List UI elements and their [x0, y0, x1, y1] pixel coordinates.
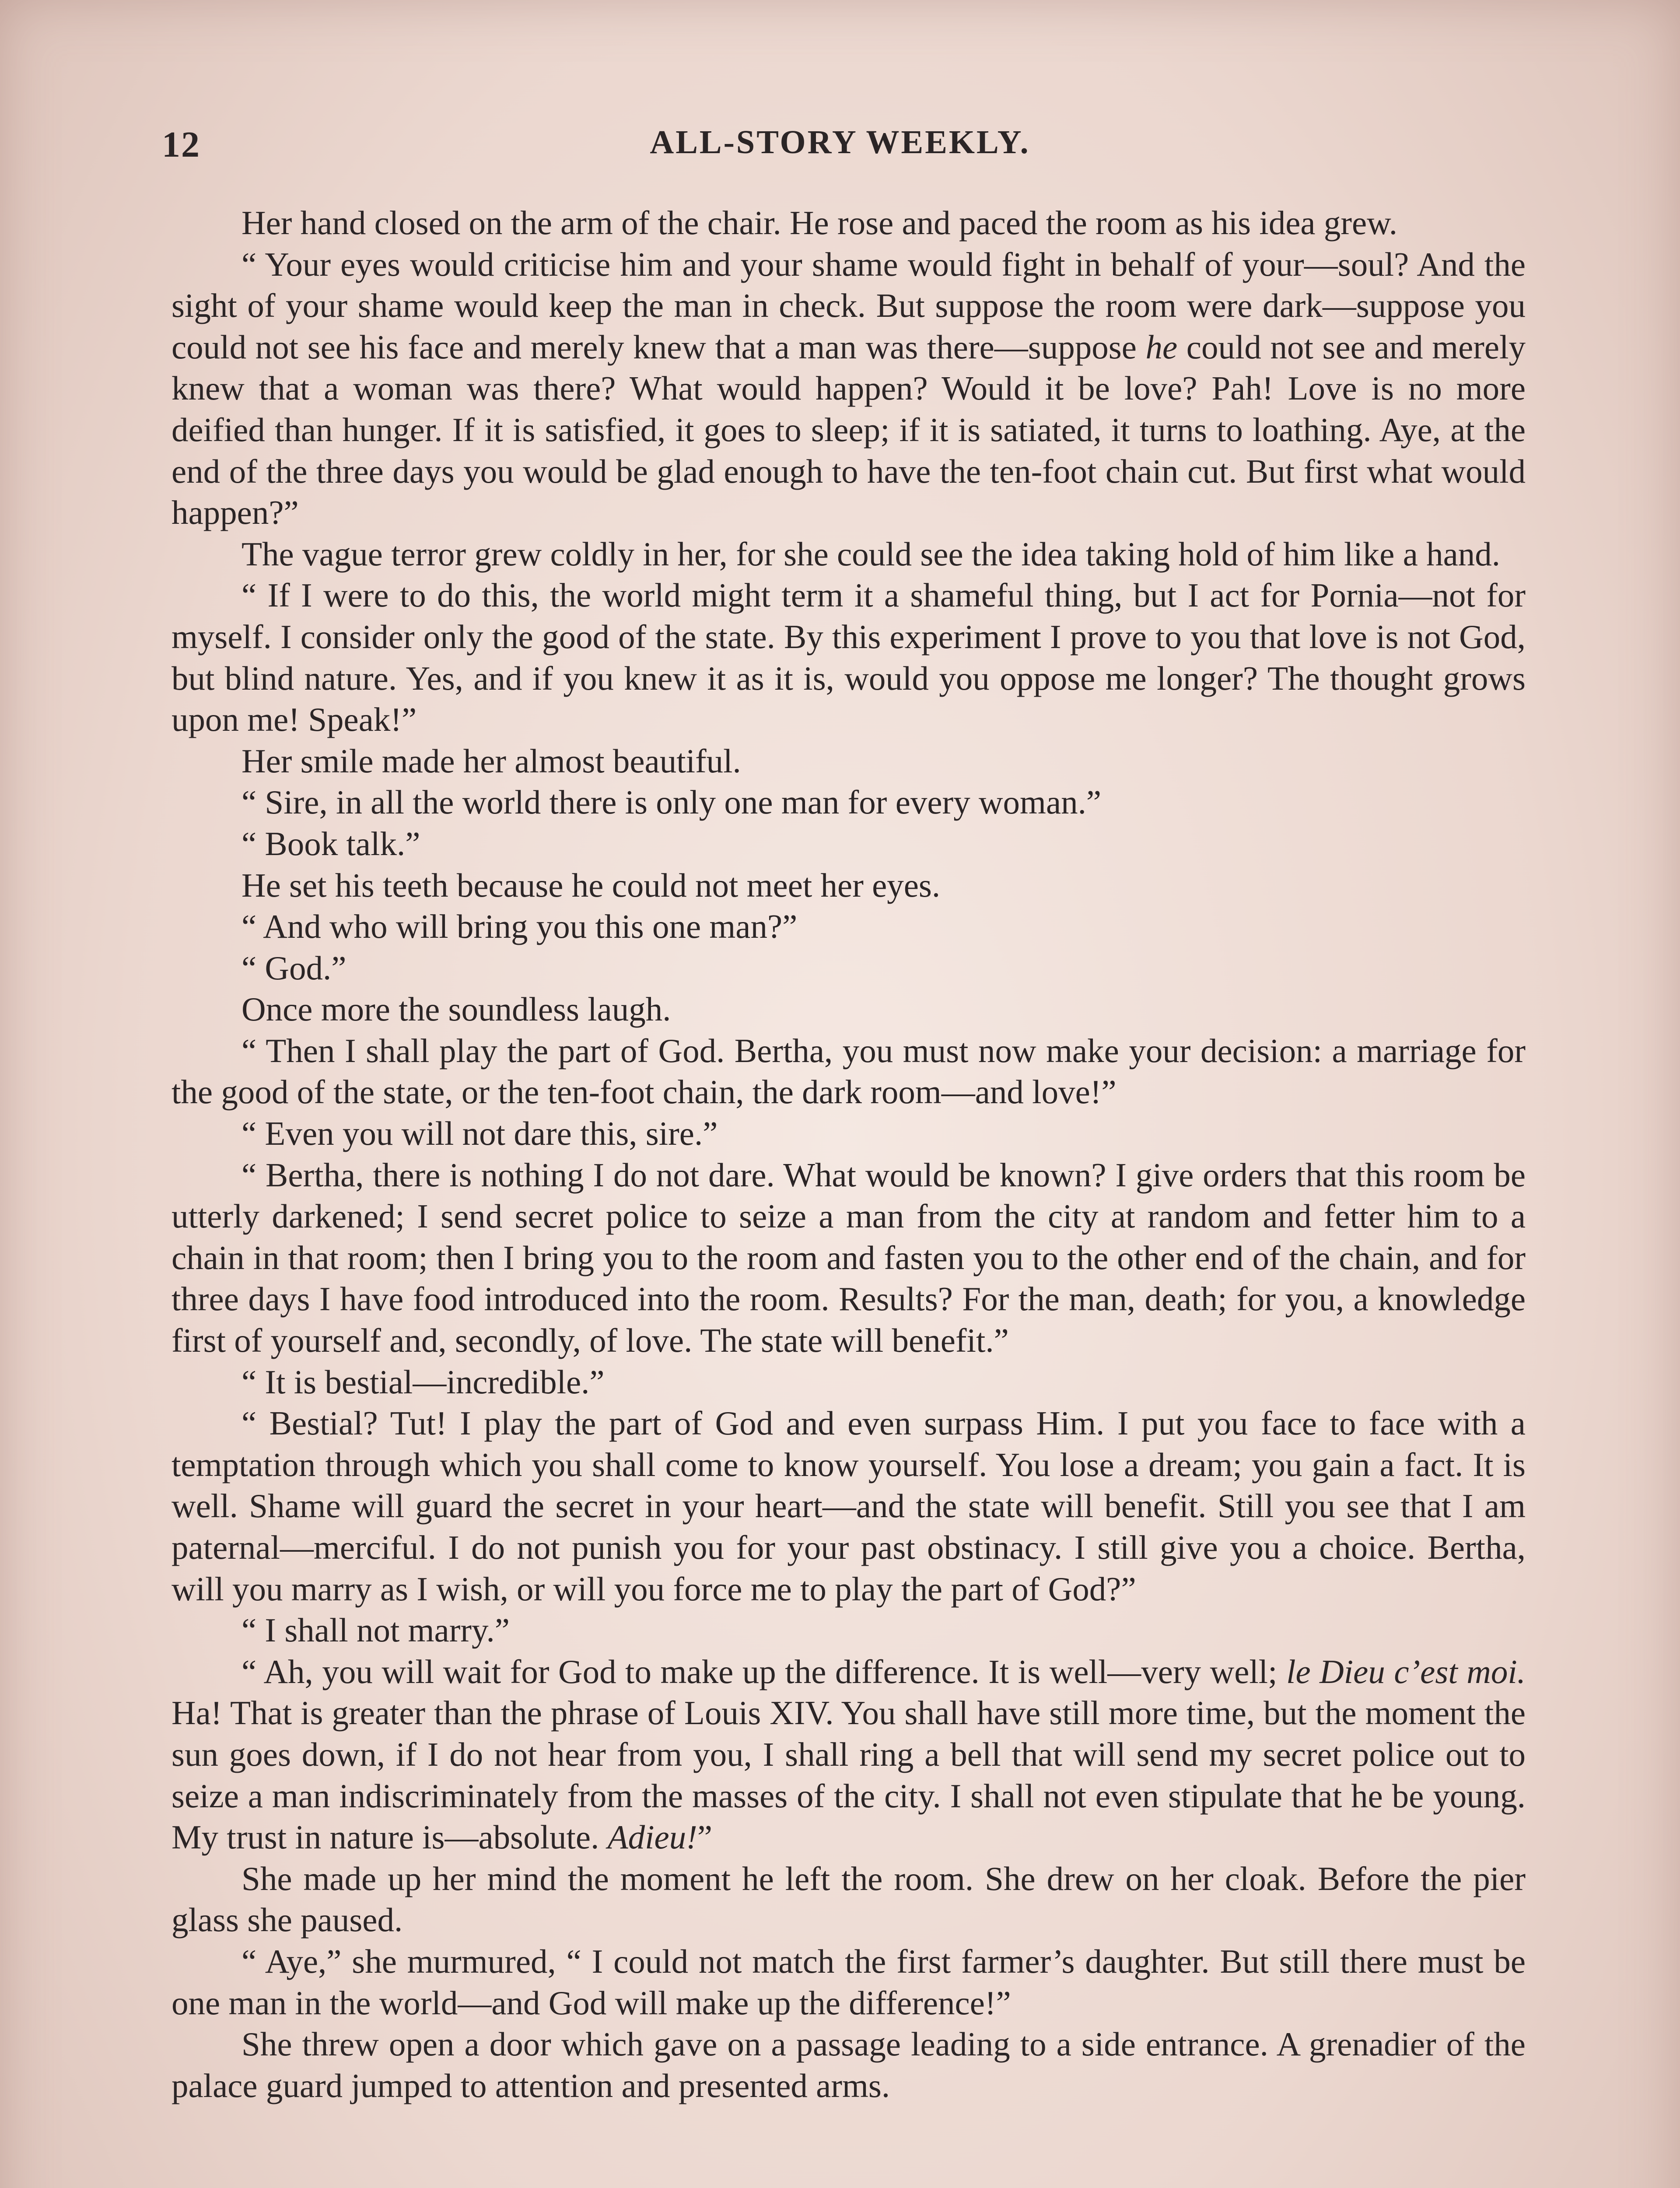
story-text: [172, 202, 1526, 2106]
paragraph: [172, 1030, 1526, 1113]
paragraph: [172, 2023, 1526, 2106]
paragraph-text: “ Your eyes would criticise him and your shame would fight in behalf of your—soul? And the sight of your shame would keep the man in check. But suppose the room were dark—suppose you could not see his face and merely knew that a man was there—suppose: [172, 245, 1526, 366]
paragraph: [172, 1858, 1526, 1941]
paragraph: [172, 244, 1526, 533]
page-header: [162, 123, 1518, 172]
paragraph: [172, 823, 1526, 865]
paragraph: [172, 1941, 1526, 2023]
paragraph-text: “ It is bestial—incredible.”: [242, 1363, 605, 1401]
paragraph: [172, 865, 1526, 906]
paragraph-text: Her smile made her almost beautiful.: [242, 742, 741, 780]
paragraph: [172, 1113, 1526, 1154]
paragraph-text: Her hand closed on the arm of the chair. He rose and paced the room as his idea grew.: [242, 204, 1397, 242]
paragraph-text: Ha! That is greater than the phrase of Louis XIV. You shall have still more time, but the moment the sun goes down, if I do not hear from you, I shall ring a bell that will send my secret police out to seize a man indiscriminately from the masses of the city. I shall not even stipulate that he be young. My trust in nature is—absolute.: [172, 1694, 1526, 1856]
paragraph-text: “ Sire, in all the world there is only one man for every woman.”: [242, 783, 1102, 821]
paragraph: [172, 575, 1526, 740]
paragraph: [172, 533, 1526, 575]
paragraph-text: “ If I were to do this, the world might term it a shameful thing, but I act for Pornia—not for myself. I consider only the good of the state. By this experiment I prove to you that love is not God, but blind nature. Yes, and if you knew it as it is, would you oppose me longer? The thought grows upon me! Speak!”: [172, 576, 1526, 739]
paragraph-text: “ Ah, you will wait for God to make up the difference. It is well—very well;: [242, 1652, 1287, 1690]
paragraph: [172, 906, 1526, 947]
paragraph-text: Once more the soundless laugh.: [242, 990, 671, 1028]
paragraph: [172, 782, 1526, 823]
italic-text: Adieu!: [607, 1818, 697, 1856]
paragraph: [172, 202, 1526, 244]
paragraph-text: “ Then I shall play the part of God. Bertha, you must now make your decision: a marriage for the good of the state, or the ten-foot chain, the dark room—and love!”: [172, 1031, 1526, 1111]
paragraph-text: “ God.”: [242, 949, 346, 987]
running-title: ALL-STORY WEEKLY.: [650, 124, 1030, 161]
paragraph-text: “ Bestial? Tut! I play the part of God and even surpass Him. I put you face to face with a temptation through which you shall come to know yourself. You lose a dream; you gain a fact. It is well. Shame will guard the secret in your heart—and the state will benefit. Still you see that I am paternal—merciful. I do not punish you for your past obstinacy. I still give you a choice. Bertha, will you marry as I wish, or will you force me to play the part of God?”: [172, 1404, 1526, 1608]
paragraph: [172, 1609, 1526, 1651]
paragraph-text: “ Aye,” she murmured, “ I could not match the first farmer’s daughter. But still there must be one man in the world—and God will make up the difference!”: [172, 1942, 1526, 2022]
paragraph-text: She made up her mind the moment he left the room. She drew on her cloak. Before the pier glass she paused.: [172, 1859, 1526, 1939]
paragraph-text: “ Even you will not dare this, sire.”: [242, 1115, 718, 1153]
paragraph: [172, 740, 1526, 782]
paragraph: [172, 1651, 1526, 1858]
paragraph: [172, 989, 1526, 1030]
paragraph: [172, 1361, 1526, 1403]
paragraph-text: “ Book talk.”: [242, 824, 420, 863]
paragraph-text: He set his teeth because he could not meet her eyes.: [242, 866, 941, 904]
paragraph-text: The vague terror grew coldly in her, for she could see the idea taking hold of him like a hand.: [242, 535, 1501, 573]
paragraph: [172, 947, 1526, 989]
paragraph: [172, 1154, 1526, 1361]
paragraph-text: “ And who will bring you this one man?”: [242, 908, 798, 946]
paragraph: [172, 1403, 1526, 1609]
paragraph-text: could not see and merely knew that a woman was there? What would happen? Would it be love? Pah! Love is no more deified than hunger. If it is satisfied, it goes to sleep; if it is satiated, it turns to loathing. Aye, at the end of the three days you would be glad enough to have the ten-foot chain cut. But first what would happen?”: [172, 328, 1526, 532]
paragraph-text: “ Bertha, there is nothing I do not dare. What would be known? I give orders that this room be utterly darkened; I send secret police to seize a man from the city at random and fetter him to a chain in that room; then I bring you to the room and fasten you to the other end of the chain, and for three days I have food introduced into the room. Results? For the man, death; for you, a knowledge first of yourself and, secondly, of love. The state will benefit.”: [172, 1156, 1526, 1360]
italic-text: he: [1145, 328, 1178, 366]
paragraph-text: “ I shall not marry.”: [242, 1611, 510, 1649]
page-number: 12: [162, 124, 200, 165]
paragraph-text: ”: [697, 1818, 713, 1856]
italic-text: le Dieu c’est moi.: [1286, 1652, 1526, 1690]
paragraph-text: She threw open a door which gave on a passage leading to a side entrance. A grenadier of the palace guard jumped to attention and presented arms.: [172, 2025, 1526, 2104]
